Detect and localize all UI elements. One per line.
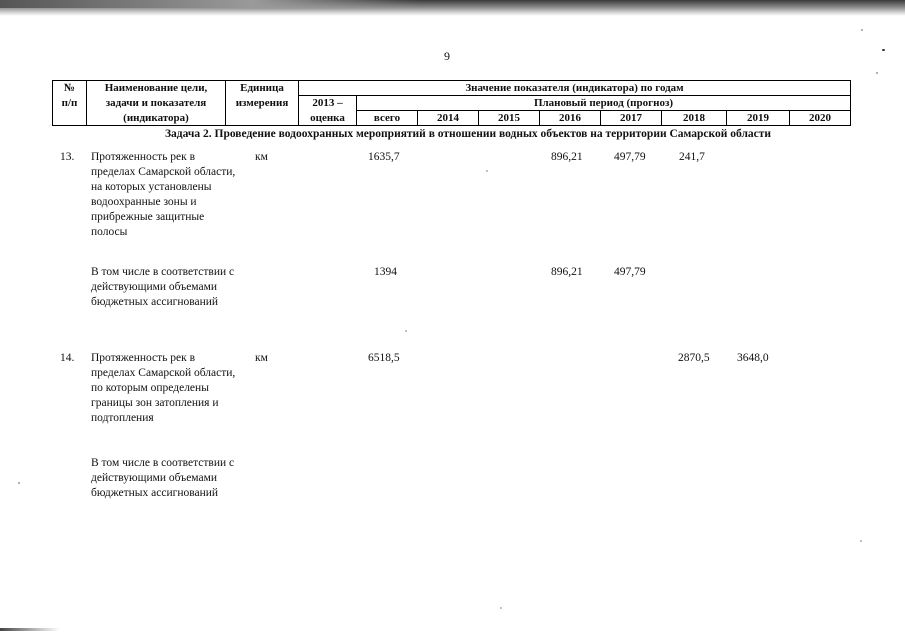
row-number: 13. (60, 151, 75, 163)
value-2016: 896,21 (551, 151, 583, 163)
header-col-unit-line1: Единица (240, 82, 284, 94)
header-year-2014: 2014 (437, 112, 459, 124)
value-2018: 241,7 (679, 151, 705, 163)
header-col-unit-line2: измерения (235, 97, 289, 109)
value-2017: 497,79 (614, 151, 646, 163)
indicator-name: В том числе в соответствии с действующими объемами бюджетных ассигнований (91, 266, 235, 308)
value-2018: 2870,5 (678, 352, 710, 364)
header-year-2015: 2015 (498, 112, 520, 124)
value-2017: 497,79 (614, 266, 646, 278)
header-planned-title: Плановый период (прогноз) (533, 97, 674, 109)
value-2016: 896,21 (551, 266, 583, 278)
scan-corner-shadow (0, 0, 420, 8)
header-year-2018: 2018 (683, 112, 705, 124)
header-col-2013-line1: 2013 – (312, 97, 343, 109)
header-year-2020: 2020 (809, 112, 831, 124)
value-total: 1394 (374, 266, 397, 278)
task-heading: Задача 2. Проведение водоохранных мероприятий в отношении водных объектов на территории Самарской области (164, 128, 772, 140)
header-col-name-line3: (индикатора) (123, 112, 189, 124)
value-total: 6518,5 (368, 352, 400, 364)
header-group-title: Значение показателя (индикатора) по годам (465, 82, 684, 94)
header-col-2013-line2: оценка (310, 112, 345, 124)
header-year-2019: 2019 (747, 112, 769, 124)
value-total: 1635,7 (368, 151, 400, 163)
header-col-name-line1: Наименование цели, (104, 82, 208, 94)
header-col-num-line2: п/п (61, 97, 78, 109)
value-2019: 3648,0 (737, 352, 769, 364)
indicator-name: Протяженность рек в пределах Самарской области, на которых установлены водоохранные зоны и прибрежные защитные полосы (91, 151, 236, 238)
unit: км (255, 151, 268, 163)
scan-edge-mark (0, 628, 60, 631)
header-year-total: всего (373, 112, 401, 124)
header-col-name-line2: задачи и показателя (105, 97, 207, 109)
row-number: 14. (60, 352, 75, 364)
indicator-name: В том числе в соответствии с действующими объемами бюджетных ассигнований (91, 457, 235, 499)
page-number: 9 (444, 49, 450, 63)
header-year-2017: 2017 (620, 112, 642, 124)
unit: км (255, 352, 268, 364)
indicator-name: Протяженность рек в пределах Самарской области, по которым определены границы зон затопления и подтопления (91, 352, 236, 424)
header-year-2016: 2016 (559, 112, 581, 124)
header-col-num-line1: № (63, 82, 76, 94)
